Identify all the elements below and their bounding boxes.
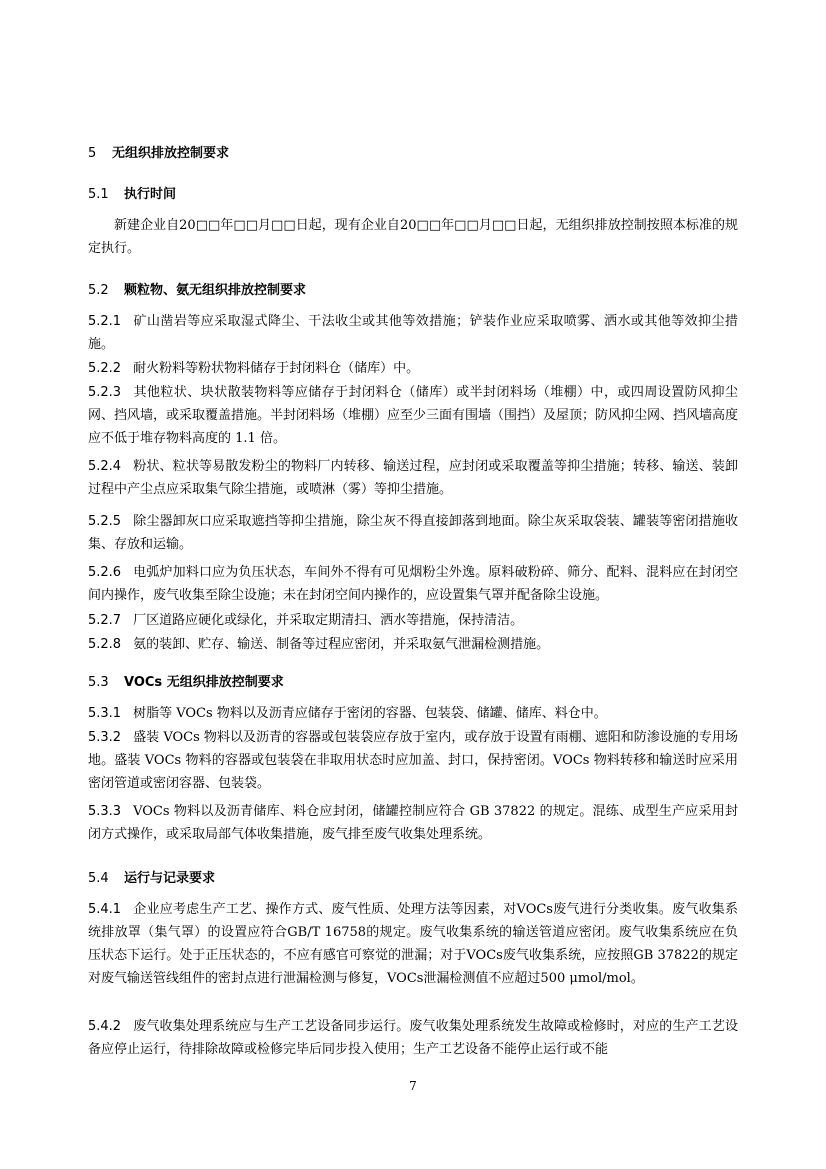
section-title: 颗粒物、氨无组织排放控制要求: [124, 283, 307, 298]
clause-number: 5.3.2: [88, 730, 122, 745]
clause-text: 粉状、粒状等易散发粉尘的物料厂内转移、输送过程，应封闭或采取覆盖等抑尘措施；转移、输送、装卸过程中产尘点应采取集气除尘措施，或喷淋（雾）等抑尘措施。: [88, 459, 738, 497]
clause-text: 除尘器卸灰口应采取遮挡等抑尘措施，除尘灰不得直接卸落到地面。除尘灰采取袋装、罐装等密闭措施收集、存放和运输。: [88, 514, 738, 552]
clause-5-2-2: [88, 357, 738, 380]
section-number: 5.4: [88, 871, 109, 886]
clause-text: 其他粒状、块状散装物料等应储存于封闭料仓（储库）或半封闭料场（堆棚）中，或四周设置防风抑尘网、挡风墙，或采取覆盖措施。半封闭料场（堆棚）应至少三面有围墙（围挡）及屋顶；防风抑尘网、挡风墙高度应不低于堆存物料高度的 1.1 倍。: [88, 385, 739, 446]
clause-number: 5.2.7: [88, 613, 122, 628]
clause-number: 5.4.2: [88, 1019, 122, 1034]
clause-5-2-3: [88, 381, 738, 450]
clause-number: 5.3.3: [88, 804, 122, 819]
clause-text: VOCs 物料以及沥青储库、料仓应封闭，储罐控制应符合 GB 37822 的规定。混练、成型生产应采用封闭方式操作，或采取局部气体收集措施，废气排至废气收集处理系统。: [88, 804, 738, 842]
clause-text: 盛装 VOCs 物料以及沥青的容器或包装袋应存放于室内，或存放于设置有雨棚、遮阳和防渗设施的专用场地。盛装 VOCs 物料的容器或包装袋在非取用状态时应加盖、封口，保持密闭。VOCs 物料转移和输送时应采用密闭管道或密闭容器、包装袋。: [88, 730, 738, 791]
section-title: 执行时间: [124, 187, 177, 202]
clause-text: 氨的装卸、贮存、输送、制备等过程应密闭，并采取氨气泄漏检测措施。: [133, 637, 550, 652]
clause-number: 5.3.1: [88, 706, 122, 721]
section-5-3-heading: [88, 671, 284, 690]
clause-5-2-4: [88, 455, 738, 501]
clause-5-2-6: [88, 561, 738, 607]
section-title: VOCs 无组织排放控制要求: [124, 675, 284, 690]
clause-text: 矿山凿岩等应采取湿式降尘、干法收尘或其他等效措施；铲装作业应采取喷雾、洒水或其他等效抑尘措施。: [88, 314, 738, 352]
clause-5-2-1: [88, 310, 738, 356]
clause-5-3-2: [88, 726, 738, 795]
section-number: 5.3: [88, 675, 109, 690]
clause-text: 废气收集处理系统应与生产工艺设备同步运行。废气收集处理系统发生故障或检修时，对应的生产工艺设备应停止运行，待排除故障或检修完毕后同步投入使用；生产工艺设备不能停止运行或不能: [88, 1019, 738, 1057]
clause-number: 5.2.5: [88, 514, 122, 529]
clause-5-4-1: [88, 898, 738, 990]
section-title: 运行与记录要求: [124, 871, 216, 886]
clause-text: 企业应考虑生产工艺、操作方式、废气性质、处理方法等因素，对VOCs废气进行分类收集。废气收集系统排放罩（集气罩）的设置应符合GB/T 16758的规定。废气收集系统的输送管道应密闭。废气收集系统应在负压状态下运行。处于正压状态的，不应有感官可察觉的泄漏；对于VOCs废气收集系统，应按照GB 37822的规定对废气输送管线组件的密封点进行泄漏检测与修复，VOCs泄漏检测值不应超过500 μmol/mol。: [88, 902, 738, 986]
clause-5-4-2: [88, 1015, 738, 1061]
section-5-heading: [88, 142, 229, 161]
clause-5-3-1: [88, 702, 738, 725]
clause-number: 5.2.1: [88, 314, 122, 329]
clause-number: 5.2.6: [88, 565, 122, 580]
clause-number: 5.2.8: [88, 637, 122, 652]
section-5-1-heading: [88, 183, 176, 202]
clause-5-2-5: [88, 510, 738, 556]
clause-text: 厂区道路应硬化或绿化，并采取定期清扫、洒水等措施，保持清洁。: [133, 613, 524, 628]
clause-number: 5.2.4: [88, 459, 122, 474]
clause-5-2-7: [88, 609, 738, 632]
page-number: 7: [409, 1079, 417, 1093]
section-title: 无组织排放控制要求: [112, 146, 230, 161]
clause-text: 耐火粉料等粉状物料储存于封闭料仓（储库）中。: [133, 361, 420, 376]
clause-5-3-3: [88, 800, 738, 846]
section-number: 5.1: [88, 187, 109, 202]
clause-number: 5.2.3: [88, 385, 122, 400]
section-number: 5: [88, 146, 97, 161]
clause-5-2-8: [88, 633, 738, 656]
section-5-1-body: 新建企业自20□□年□□月□□日起，现有企业自20□□年□□月□□日起，无组织排放控制按照本标准的规定执行。: [88, 218, 738, 256]
section-5-4-heading: [88, 867, 215, 886]
clause-text: 树脂等 VOCs 物料以及沥青应储存于密闭的容器、包装袋、储罐、储库、料仓中。: [133, 706, 607, 721]
clause-text: 电弧炉加料口应为负压状态，车间外不得有可见烟粉尘外逸。原料破粉碎、筛分、配料、混料应在封闭空间内操作，废气收集至除尘设施；未在封闭空间内操作的，应设置集气罩并配备除尘设施。: [88, 565, 738, 603]
section-number: 5.2: [88, 283, 109, 298]
section-5-2-heading: [88, 279, 306, 298]
clause-number: 5.2.2: [88, 361, 122, 376]
clause-number: 5.4.1: [88, 902, 122, 917]
